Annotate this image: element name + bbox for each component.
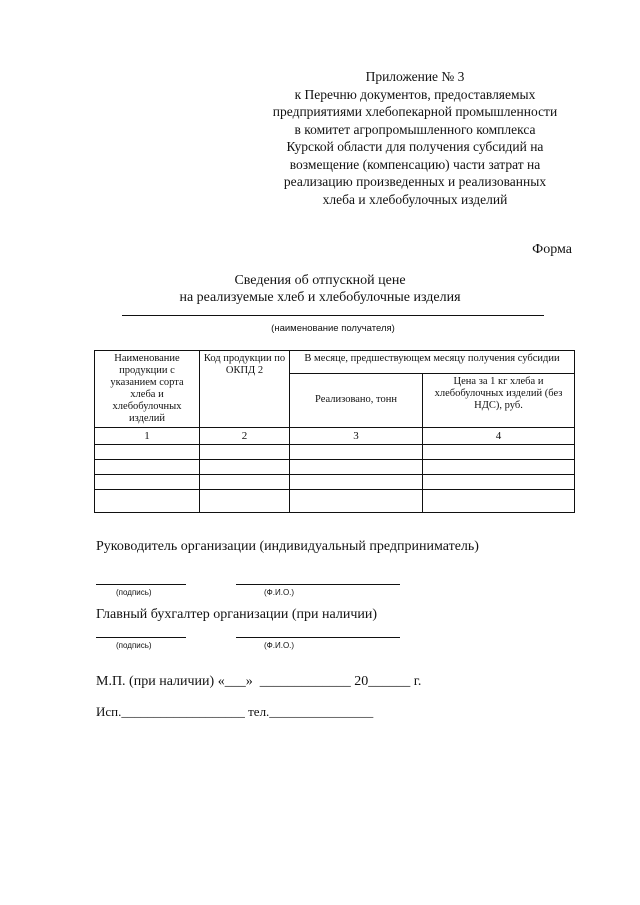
table-cell[interactable] (290, 475, 423, 490)
column-number: 3 (290, 428, 423, 445)
col-sold-tons-header: Реализовано, тонн (290, 373, 423, 427)
table-row (95, 475, 575, 490)
head-signature-label: Руководитель организации (индивидуальный предприниматель) (96, 539, 479, 554)
title-line-2: на реализуемые хлеб и хлебобулочные изделия (179, 290, 461, 305)
column-number: 2 (200, 428, 290, 445)
table-cell[interactable] (290, 460, 423, 475)
table-cell[interactable] (95, 490, 200, 513)
table-cell[interactable] (423, 475, 575, 490)
appendix-line: предприятиями хлебопекарной промышленности (272, 104, 558, 119)
name-caption: (Ф.И.О.) (264, 588, 295, 597)
table-cell[interactable] (95, 475, 200, 490)
appendix-line: в комитет агропромышленного комплекса (294, 121, 536, 137)
table-cell[interactable] (423, 490, 575, 513)
table-cell[interactable] (95, 445, 200, 460)
table-cell[interactable] (200, 445, 290, 460)
column-number: 4 (423, 428, 575, 445)
table-header-row (95, 351, 575, 374)
head-signature-field[interactable] (96, 584, 186, 585)
accountant-signature-label: Главный бухгалтер организации (при наличии) (96, 607, 378, 622)
table-cell[interactable] (290, 490, 423, 513)
column-number: 1 (95, 428, 200, 445)
table-row (95, 460, 575, 475)
table-cell[interactable] (200, 475, 290, 490)
appendix-line: возмещение (компенсацию) части затрат на (289, 156, 541, 172)
table-cell[interactable] (95, 460, 200, 475)
table-number-row (95, 428, 575, 445)
title-line-1: Сведения об отпускной цене (234, 273, 406, 288)
table-cell[interactable] (200, 460, 290, 475)
form-label: Форма (532, 242, 572, 257)
appendix-line: Курской области для получения субсидий на (286, 139, 544, 154)
appendix-header (230, 68, 600, 208)
accountant-name-field[interactable] (236, 637, 400, 638)
stamp-date-line: М.П. (при наличии) «___» _____________ 20______ г. (96, 674, 422, 689)
col-price-header: Цена за 1 кг хлеба и хлебобулочных изделий (без НДС), руб. (423, 373, 575, 427)
executor-phone-line: Исп.___________________ тел.________________ (96, 704, 374, 719)
table-cell[interactable] (423, 460, 575, 475)
appendix-line: Приложение № 3 (365, 69, 465, 84)
col-product-code-header: Код продукции по ОКПД 2 (200, 351, 290, 428)
document-title (0, 272, 640, 306)
recipient-name-field[interactable] (122, 315, 544, 316)
head-name-field[interactable] (236, 584, 400, 585)
appendix-line: к Перечню документов, предоставляемых (294, 86, 536, 102)
table-row (95, 490, 575, 513)
recipient-caption: (наименование получателя) (271, 323, 395, 334)
table-cell[interactable] (200, 490, 290, 513)
col-group-header: В месяце, предшествующем месяцу получения субсидии (290, 351, 575, 374)
name-caption: (Ф.И.О.) (264, 641, 295, 650)
signature-caption: (подпись) (116, 641, 152, 650)
accountant-signature-field[interactable] (96, 637, 186, 638)
table-cell[interactable] (423, 445, 575, 460)
table-cell[interactable] (290, 445, 423, 460)
price-table (94, 350, 575, 513)
signature-caption: (подпись) (116, 588, 152, 597)
appendix-line: реализацию произведенных и реализованных (283, 174, 547, 189)
col-product-name-header: Наименование продукции с указанием сорта хлеба и хлебобулочных изделий (95, 351, 200, 428)
appendix-line: хлеба и хлебобулочных изделий (322, 191, 508, 207)
table-row (95, 445, 575, 460)
